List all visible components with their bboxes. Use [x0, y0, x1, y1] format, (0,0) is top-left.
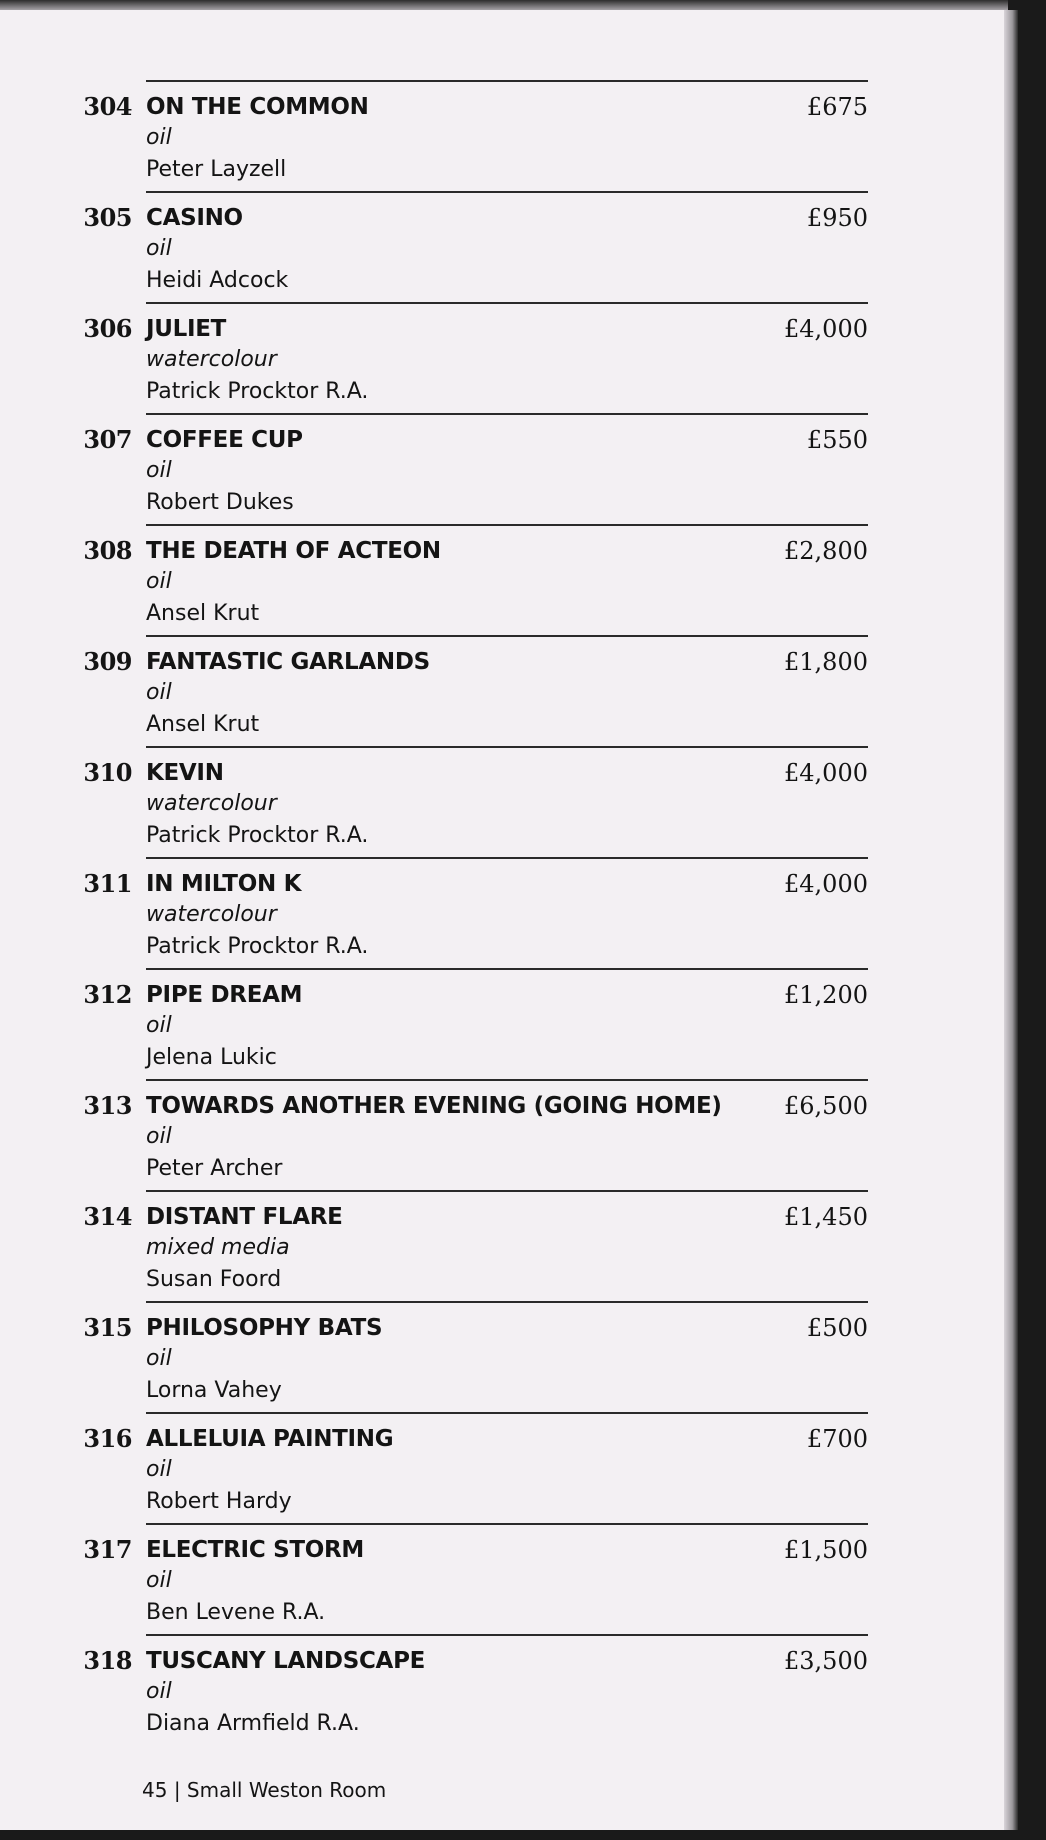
entry-medium: watercolour	[146, 791, 277, 816]
catalogue-entry	[0, 1412, 1008, 1523]
entry-medium: oil	[146, 125, 172, 150]
entry-rule	[146, 413, 868, 415]
entry-artist: Ansel Krut	[146, 601, 260, 626]
entry-number: 316	[83, 1424, 132, 1453]
entry-artist: Jelena Lukic	[146, 1045, 277, 1070]
entry-title: DISTANT FLARE	[146, 1204, 343, 1230]
entry-artist: Robert Dukes	[146, 490, 294, 515]
entry-price: £675	[806, 93, 868, 121]
entry-price: £700	[806, 1425, 868, 1453]
entry-medium: watercolour	[146, 347, 277, 372]
entry-price: £1,450	[784, 1203, 868, 1231]
entry-number: 306	[83, 314, 132, 343]
entry-title: TUSCANY LANDSCAPE	[146, 1648, 426, 1674]
entry-rule	[146, 1523, 868, 1525]
entry-artist: Peter Archer	[146, 1156, 283, 1181]
entry-medium: oil	[146, 680, 172, 705]
entry-number: 312	[83, 980, 132, 1009]
entry-artist: Diana Armfield R.A.	[146, 1711, 360, 1736]
entry-price: £500	[806, 1314, 868, 1342]
entry-rule	[146, 1301, 868, 1303]
entry-price: £3,500	[784, 1647, 868, 1675]
entry-rule	[146, 191, 868, 193]
entry-medium: oil	[146, 1568, 172, 1593]
entry-artist: Peter Layzell	[146, 157, 287, 182]
entry-artist: Robert Hardy	[146, 1489, 292, 1514]
entry-medium: oil	[146, 1346, 172, 1371]
entry-number: 307	[83, 425, 132, 454]
entry-rule	[146, 1079, 868, 1081]
entry-title: PIPE DREAM	[146, 982, 303, 1008]
entry-artist: Patrick Procktor R.A.	[146, 934, 369, 959]
entry-title: FANTASTIC GARLANDS	[146, 649, 430, 675]
entry-price: £950	[806, 204, 868, 232]
catalogue-entry	[0, 302, 1008, 413]
page-right-edge	[1004, 10, 1018, 1830]
entry-medium: oil	[146, 458, 172, 483]
entry-number: 310	[83, 758, 132, 787]
catalogue-entry	[0, 746, 1008, 857]
entry-number: 305	[83, 203, 132, 232]
entry-medium: oil	[146, 569, 172, 594]
entry-title: ON THE COMMON	[146, 94, 369, 120]
catalogue-entry	[0, 635, 1008, 746]
entry-price: £1,800	[784, 648, 868, 676]
footer-separator: |	[173, 1778, 181, 1802]
entry-price: £1,200	[784, 981, 868, 1009]
catalogue-entry	[0, 968, 1008, 1079]
entry-title: PHILOSOPHY BATS	[146, 1315, 383, 1341]
entry-rule	[146, 1412, 868, 1414]
entry-number: 311	[83, 869, 132, 898]
entry-medium: oil	[146, 1013, 172, 1038]
entry-artist: Patrick Procktor R.A.	[146, 379, 369, 404]
entry-rule	[146, 1634, 868, 1636]
entry-title: IN MILTON K	[146, 871, 302, 897]
entry-number: 309	[83, 647, 132, 676]
entry-artist: Heidi Adcock	[146, 268, 289, 293]
entry-price: £6,500	[784, 1092, 868, 1120]
entry-title: ALLELUIA PAINTING	[146, 1426, 394, 1452]
catalogue-page	[0, 10, 1008, 1830]
entry-rule	[146, 80, 868, 82]
catalogue-entry	[0, 1301, 1008, 1412]
catalogue-entry	[0, 413, 1008, 524]
entry-medium: watercolour	[146, 902, 277, 927]
entry-title: CASINO	[146, 205, 243, 231]
page-footer	[142, 1776, 386, 1804]
entry-rule	[146, 635, 868, 637]
entry-number: 304	[83, 92, 132, 121]
entry-price: £4,000	[784, 759, 868, 787]
entry-number: 314	[83, 1202, 132, 1231]
entry-title: THE DEATH OF ACTEON	[146, 538, 441, 564]
entry-artist: Ben Levene R.A.	[146, 1600, 326, 1625]
entry-medium: mixed media	[146, 1235, 290, 1260]
entry-rule	[146, 746, 868, 748]
entry-title: KEVIN	[146, 760, 224, 786]
catalogue-entry	[0, 1523, 1008, 1634]
catalogue-entry	[0, 524, 1008, 635]
catalogue-entry	[0, 1190, 1008, 1301]
entry-price: £1,500	[784, 1536, 868, 1564]
entry-title: COFFEE CUP	[146, 427, 303, 453]
catalogue-entry	[0, 1634, 1008, 1745]
room-name: Small Weston Room	[186, 1778, 387, 1802]
entry-medium: oil	[146, 1679, 172, 1704]
entry-price: £550	[806, 426, 868, 454]
entry-number: 308	[83, 536, 132, 565]
entry-price: £2,800	[784, 537, 868, 565]
entry-medium: oil	[146, 236, 172, 261]
entry-artist: Patrick Procktor R.A.	[146, 823, 369, 848]
catalogue-entry	[0, 857, 1008, 968]
entry-rule	[146, 857, 868, 859]
entry-medium: oil	[146, 1124, 172, 1149]
entry-rule	[146, 1190, 868, 1192]
entry-number: 315	[83, 1313, 132, 1342]
entry-price: £4,000	[784, 315, 868, 343]
entry-price: £4,000	[784, 870, 868, 898]
catalogue-entry	[0, 191, 1008, 302]
entry-title: ELECTRIC STORM	[146, 1537, 365, 1563]
entry-rule	[146, 302, 868, 304]
entry-number: 317	[83, 1535, 132, 1564]
catalogue-entry	[0, 80, 1008, 191]
entry-rule	[146, 968, 868, 970]
entry-number: 318	[83, 1646, 132, 1675]
entry-artist: Lorna Vahey	[146, 1378, 282, 1403]
catalogue-entry	[0, 1079, 1008, 1190]
entry-artist: Ansel Krut	[146, 712, 260, 737]
entry-title: JULIET	[146, 316, 227, 342]
entry-title: TOWARDS ANOTHER EVENING (GOING HOME)	[146, 1093, 722, 1119]
entry-artist: Susan Foord	[146, 1267, 282, 1292]
entry-number: 313	[83, 1091, 132, 1120]
page-number: 45	[142, 1778, 168, 1802]
entry-medium: oil	[146, 1457, 172, 1482]
entry-rule	[146, 524, 868, 526]
